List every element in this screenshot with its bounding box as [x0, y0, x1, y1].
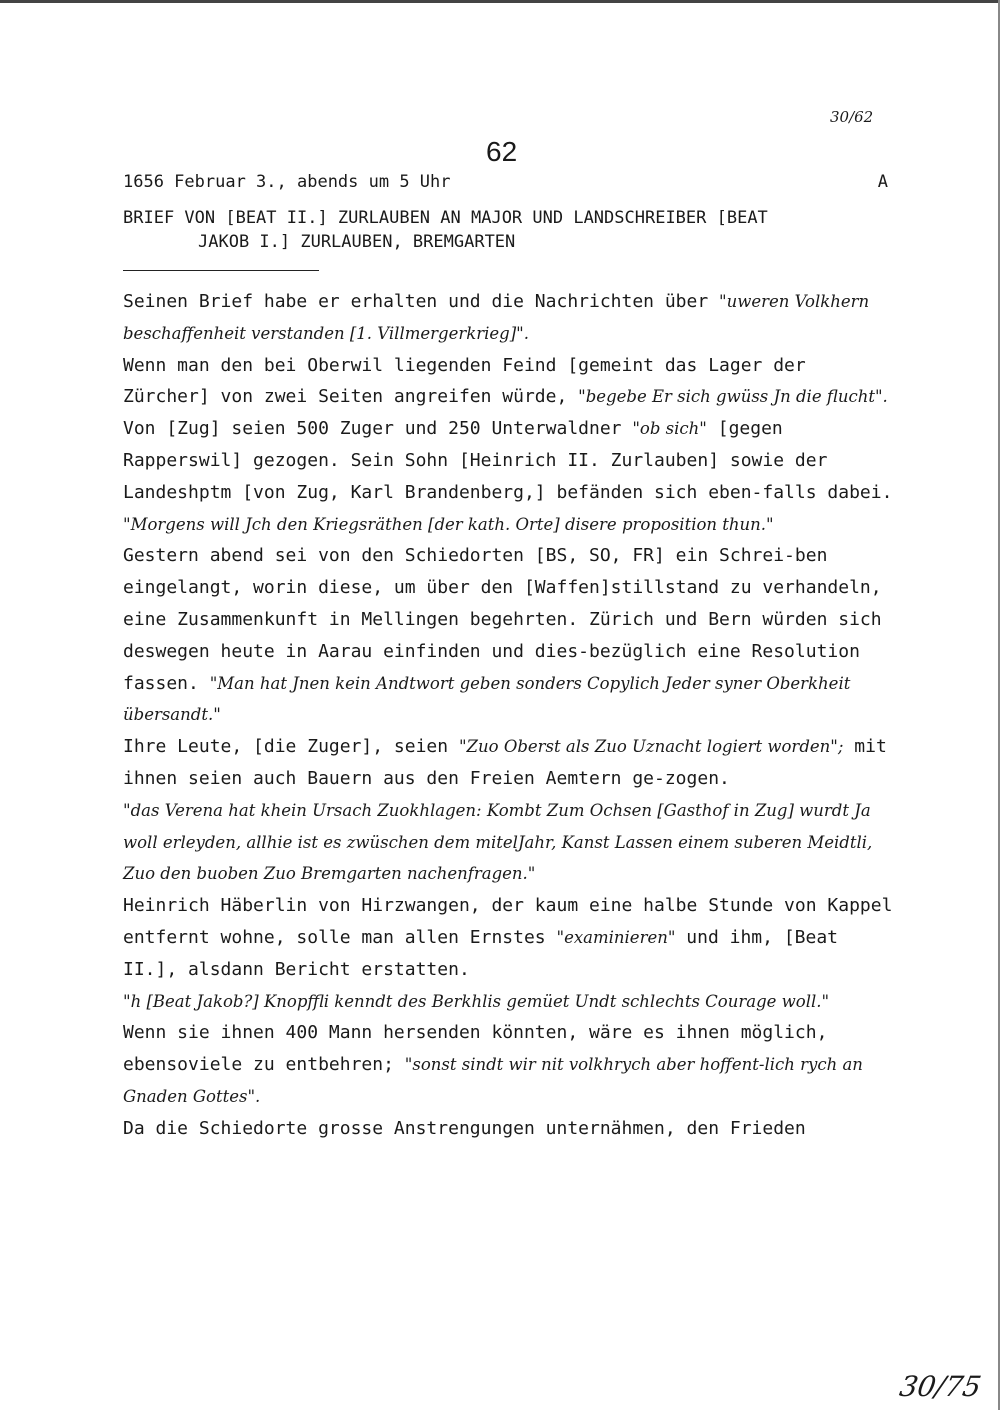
paragraph-text: Da die Schiedorte grosse Anstrengungen unternähmen, den Frieden	[123, 1117, 806, 1139]
paragraph-text: Von [Zug] seien 500 Zuger und 250 Unterwaldner	[123, 418, 633, 440]
document-letter: A	[877, 172, 888, 192]
quotation: "das Verena hat khein Ursach Zuokhlagen: Kombt Zum Ochsen [Gasthof in Zug] wurdt Ja woll erleyden, allhie ist es zwüschen dem mitelJahr, Kanst Lassen einem suberen Meidtli, Zuo den buoben Zuo Bremgarten nachenfragen."	[123, 800, 873, 884]
quotation: "ob sich"	[632, 419, 707, 439]
title-underline	[123, 270, 319, 271]
paragraph-2	[123, 350, 898, 414]
title-line-2: JAKOB I.] ZURLAUBEN, BREMGARTEN	[198, 232, 516, 252]
document-number: 62	[486, 136, 518, 167]
paragraph-11	[123, 1113, 898, 1145]
page-reference: 30/62	[830, 108, 874, 126]
paragraph-7	[123, 795, 898, 890]
paragraph-text: [gegen Rapperswil] gezogen. Sein Sohn [Heinrich II. Zurlauben] sowie der Landeshptm [von Zug, Karl Brandenberg,] befänden sich eben-falls dabei.	[123, 418, 893, 503]
quotation: "Morgens will Jch den Kriegsräthen [der kath. Orte] disere proposition thun."	[123, 514, 774, 534]
paragraph-1	[123, 286, 898, 350]
quotation: "begebe Er sich gwüss Jn die flucht".	[578, 387, 888, 407]
quotation: "h [Beat Jakob?] Knopffli kenndt des Berkhlis gemüet Undt schlechts Courage woll."	[123, 991, 830, 1011]
paragraph-text: Wenn sie ihnen 400 Mann hersenden könnten, wäre es ihnen möglich, ebensoviele zu entbehren;	[123, 1022, 828, 1076]
paragraph-text: und ihm, [Beat II.], alsdann Bericht erstatten.	[123, 926, 839, 980]
paragraph-text: Gestern abend sei von den Schiedorten [BS, SO, FR] ein Schrei-ben eingelangt, worin diese, um über den [Waffen]stillstand zu verhandeln, eine Zusammenkunft in Mellingen begehrten. Zürich und Bern würden sich deswegen heute in Aarau einfinden und dies-bezüglich eine Resolution fassen.	[123, 545, 882, 694]
paragraph-text: mit ihnen seien auch Bauern aus den Freien Aemtern ge-zogen.	[123, 736, 887, 789]
title-line-1: BRIEF VON [BEAT II.] ZURLAUBEN AN MAJOR UND LANDSCHREIBER [BEAT	[123, 208, 768, 228]
quotation: "sonst sindt wir nit volkhrych aber hoffent-lich rych an Gnaden Gottes".	[123, 1055, 863, 1106]
document-date: 1656 Februar 3., abends um 5 Uhr	[123, 172, 451, 192]
paragraph-text: Wenn man den bei Oberwil liegenden Feind [gemeint das Lager der Zürcher] von zwei Seiten angreifen würde,	[123, 354, 806, 408]
paragraph-9	[123, 986, 898, 1018]
dateline	[123, 172, 888, 192]
quotation: "Man hat Jnen kein Andtwort geben sonders Copylich Jeder syner Oberkheit übersandt."	[123, 673, 851, 725]
paragraph-text: Seinen Brief habe er erhalten und die Nachrichten über	[123, 291, 720, 312]
page-top-border	[0, 0, 1000, 3]
quotation: "examinieren"	[556, 927, 676, 947]
paragraph-text: Heinrich Häberlin von Hirzwangen, der kaum eine halbe Stunde von Kappel entfernt wohne, solle man allen Ernstes	[123, 895, 893, 948]
paragraph-8	[123, 890, 898, 985]
document-body	[123, 286, 898, 1145]
paragraph-6	[123, 731, 898, 795]
paragraph-10	[123, 1017, 898, 1112]
quotation: "uweren Volkhern beschaffenheit verstanden [1. Villmergerkrieg]".	[123, 292, 870, 343]
quotation: "Zuo Oberst als Zuo Uznacht logiert worden";	[458, 737, 844, 757]
paragraph-4	[123, 509, 898, 541]
document-title	[123, 206, 893, 254]
paragraph-3	[123, 413, 898, 508]
paragraph-5	[123, 540, 898, 731]
handwritten-page-reference: 30/75	[897, 1370, 984, 1403]
paragraph-text: Ihre Leute, [die Zuger], seien	[123, 736, 459, 758]
